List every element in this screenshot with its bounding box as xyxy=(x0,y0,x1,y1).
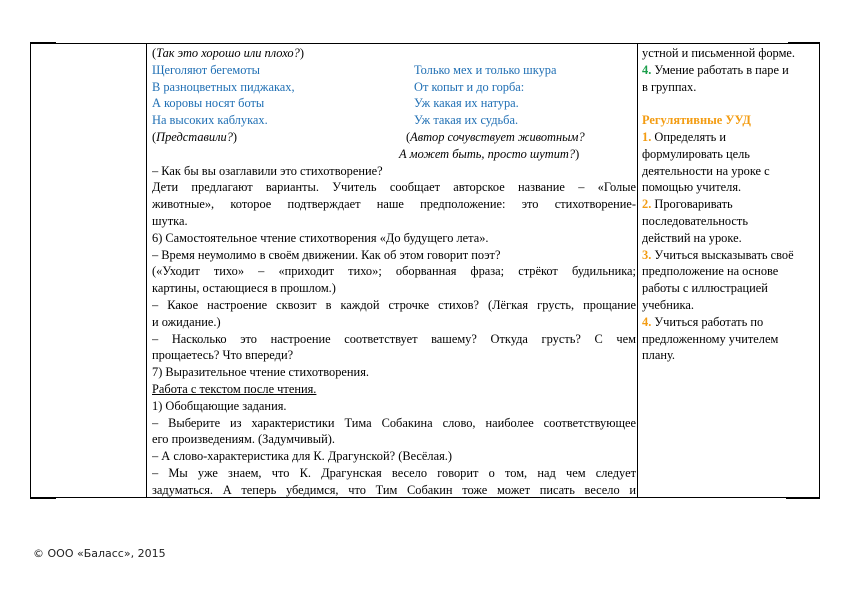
competency-item-line: предположение на основе xyxy=(642,264,779,279)
competency-item-line: работы с иллюстрацией xyxy=(642,281,768,296)
section-heading-underlined: Работа с текстом после чтения. xyxy=(152,381,317,396)
competency-line: 4. Умение работать в паре и xyxy=(642,62,789,77)
competency-line: в группах. xyxy=(642,79,697,94)
text-line: его произведениям. (Задумчивый). xyxy=(152,432,335,447)
table-bottom-border xyxy=(30,497,820,498)
competency-item-line: плану. xyxy=(642,348,675,363)
text-line: Дети предлагают варианты. Учитель сообщает авторское название – «Голые xyxy=(152,180,636,195)
text-line: – Как бы вы озаглавили это стихотворение? xyxy=(152,163,383,178)
competency-item-line: деятельности на уроке с xyxy=(642,163,770,178)
text-line: 6) Самостоятельное чтение стихотворения «До будущего лета». xyxy=(152,230,489,245)
competency-item-line: 2. Проговаривать xyxy=(642,197,733,212)
text-line: – Какое настроение сквозит в каждой строчке стихов? (Лёгкая грусть, прощание xyxy=(152,297,636,312)
question-line: (Так это хорошо или плохо?) xyxy=(152,46,304,60)
table-bottom-right-accent xyxy=(786,497,820,499)
competency-item-line: последовательность xyxy=(642,213,748,228)
lesson-content-cell xyxy=(152,45,636,497)
competency-item-line: действий на уроке. xyxy=(642,230,742,245)
text-line: шутка. xyxy=(152,213,188,228)
text-line: – А слово-характеристика для К. Драгунской? (Весёлая.) xyxy=(152,449,453,464)
table-bottom-left-accent xyxy=(30,497,56,499)
text-line: прощаетесь? Что впереди? xyxy=(152,348,294,363)
table-col-divider-1 xyxy=(30,43,31,498)
text-line: задуматься. А теперь убедимся, что Тим Собакин тоже может писать весело и xyxy=(152,482,636,497)
poem-line: На высоких каблуках. Уж такая их судьба. xyxy=(152,113,519,128)
table-top-left-accent xyxy=(30,42,56,44)
regulatory-heading: Регулятивные УУД xyxy=(642,113,751,128)
competency-item-line: 4. Учиться работать по xyxy=(642,314,764,329)
table-top-right-accent xyxy=(788,42,820,44)
spacer xyxy=(642,95,818,112)
competencies-cell xyxy=(642,45,818,497)
competency-item-line: помощью учителя. xyxy=(642,180,742,195)
text-line: 7) Выразительное чтение стихотворения. xyxy=(152,365,369,380)
text-line: – Мы уже знаем, что К. Драгунская весело говорит о том, над чем следует xyxy=(152,465,636,480)
table-col-divider-2 xyxy=(146,43,147,498)
poem-remark-line: (Представили?) (Автор сочувствует животным? xyxy=(152,129,585,144)
competency-item-line: 1. Определять и xyxy=(642,129,726,144)
competency-item-line: формулировать цель xyxy=(642,146,750,161)
competency-item-line: 3. Учиться высказывать своё xyxy=(642,247,794,262)
text-line: – Насколько это настроение соответствует вашему? Откуда грусть? С чем xyxy=(152,331,636,346)
table-col-divider-3 xyxy=(637,43,638,498)
table-col-divider-4 xyxy=(819,43,820,498)
poem-line: В разноцветных пиджаках, От копыт и до горба: xyxy=(152,79,525,94)
poem-line: Щеголяют бегемоты Только мех и только шкура xyxy=(152,62,557,77)
text-line: – Выберите из характеристики Тима Собакина слово, наиболее соответствующее xyxy=(152,415,636,430)
copyright-footer: © ООО «Баласс», 2015 xyxy=(33,547,166,560)
competency-item-line: предложенному учителем xyxy=(642,331,779,346)
text-line: 1) Обобщающие задания. xyxy=(152,398,287,413)
text-line: и ожидание.) xyxy=(152,314,221,329)
text-line: картины, остающиеся в прошлом.) xyxy=(152,281,336,296)
competency-item-line: учебника. xyxy=(642,297,694,312)
text-line: – Время неумолимо в своём движении. Как об этом говорит поэт? xyxy=(152,247,501,262)
competency-line: устной и письменной форме. xyxy=(642,46,796,60)
poem-remark-line: А может быть, просто шутит?) xyxy=(399,146,580,161)
table-top-border xyxy=(30,43,820,44)
poem-line: А коровы носят боты Уж какая их натура. xyxy=(152,96,519,111)
text-line: животные», которое подтверждает наше предположение: это стихотворение- xyxy=(152,197,636,212)
text-line: («Уходит тихо» – «приходит тихо»; оборванная фраза; стрёкот будильника; xyxy=(152,264,636,279)
